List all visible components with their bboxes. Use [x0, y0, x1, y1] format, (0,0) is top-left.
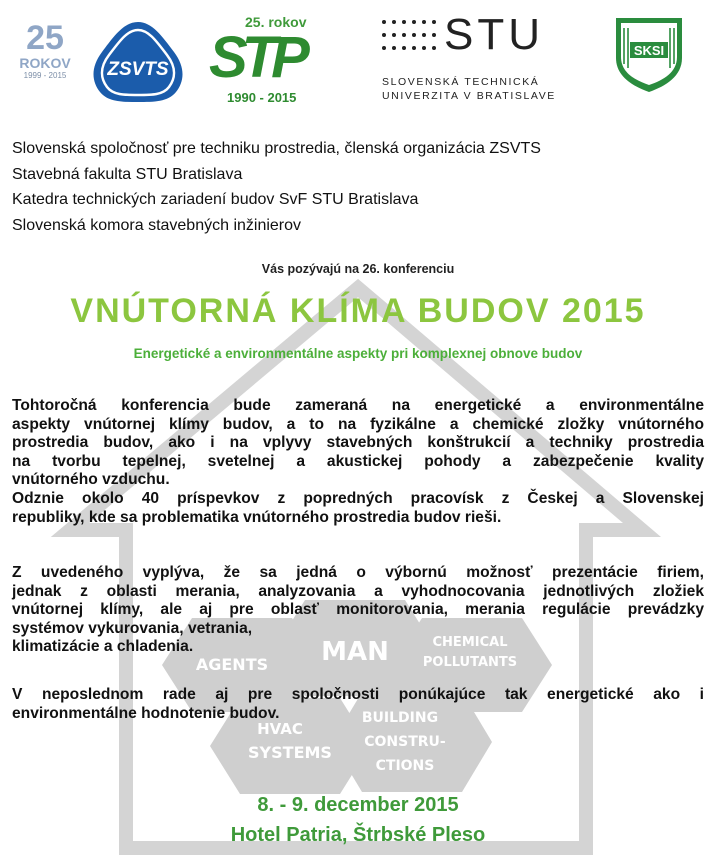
organizer-item: Slovenská komora stavebných inžinierov: [12, 216, 302, 234]
hex-label-constru: CONSTRU-: [364, 734, 446, 750]
event-venue: Hotel Patria, Štrbské Pleso: [230, 824, 486, 846]
zsvts-rokov: ROKOV: [19, 55, 71, 71]
stu-logo: [380, 10, 580, 108]
paragraph-1: [12, 397, 704, 527]
text-line: republiky, kde sa problematika vnútorného prostredia budov rieši.: [12, 508, 502, 526]
text-line: jednak z oblasti merania, analyzovania a vyhodnocovania jednotlivých zložiek: [12, 582, 704, 600]
hex-label-hvac: HVAC: [257, 720, 303, 738]
stp-mark: STP: [209, 25, 304, 90]
zsvts-mark: ZSVTS: [107, 59, 169, 80]
zsvts-years: 1999 - 2015: [23, 71, 67, 80]
text-line: Tohtoročná konferencia bude zameraná na energetické a environmentálne: [12, 397, 704, 414]
text-line: klimatizácie a chladenia.: [12, 638, 194, 656]
stp-logo: [205, 14, 345, 106]
hex-label-systems: SYSTEMS: [248, 743, 332, 762]
stp-years: 1990 - 2015: [227, 90, 297, 105]
organizer-item: Slovenská spoločnosť pre techniku prostredia, členská organizácia ZSVTS: [12, 140, 541, 157]
zsvts-emblem: [86, 20, 190, 104]
text-line: prostredia budov, ako i na vplyvy stavebných konštrukcií a techniky prostredia: [12, 434, 704, 452]
text-line: na tvorbu tepelnej, svetelnej a akustickej pohody a zabezpečenie kvality: [12, 452, 704, 470]
hex-label-pollutants: POLLUTANTS: [422, 655, 518, 670]
hex-label-chemical: CHEMICAL: [432, 635, 508, 650]
zsvts-anniversary: [14, 20, 76, 82]
text-line: V neposlednom rade aj pre spoločnosti ponúkajúce tak energetické ako i: [12, 686, 704, 703]
organizers-list: [12, 136, 541, 238]
hex-label-agents: AGENTS: [195, 655, 269, 674]
paragraph-3: [12, 686, 704, 723]
hex-label-building: BUILDING: [361, 710, 439, 726]
text-line: vnútorného vzduchu.: [12, 471, 170, 489]
stu-name-line2: UNIVERZITA V BRATISLAVE: [382, 90, 556, 102]
event-date: 8. - 9. december 2015: [257, 794, 459, 816]
text-line: systémov vykurovania, vetrania,: [12, 619, 253, 637]
sksi-mark: SKSI: [633, 43, 665, 58]
organizer-item: Katedra technických zariadení budov SvF STU Bratislava: [12, 191, 419, 208]
stu-dots-icon: [380, 18, 440, 58]
stp-anniversary: 25. rokov: [245, 14, 307, 30]
zsvts-25: 25: [26, 19, 64, 57]
text-line: vnútornej klímy, ale aj pre oblasť monitorovania, merania regulácie prevádzky: [12, 601, 704, 619]
text-line: Odznie okolo 40 príspevkov z popredných pracovísk z Českej a Slovenskej: [12, 489, 704, 507]
sksi-logo: [612, 14, 686, 94]
text-line: Z uvedeného vyplýva, že sa jedná o výbornú možnosť prezentácie firiem,: [12, 564, 704, 581]
hex-label-man: MAN: [321, 637, 389, 667]
text-line: environmentálne hodnotenie budov.: [12, 704, 280, 722]
conference-subtitle: Energetické a environmentálne aspekty pri komplexnej obnove budov: [133, 346, 583, 361]
text-line: aspekty vnútornej klímy budov, a to na fyzikálne a chemické zložky vnútorného: [12, 415, 704, 433]
zsvts-logo: [14, 20, 190, 106]
stu-name-line1: SLOVENSKÁ TECHNICKÁ: [382, 76, 540, 88]
hex-label-ctions: CTIONS: [375, 758, 435, 774]
paragraph-2: [12, 564, 704, 657]
conference-title: VNÚTORNÁ KLÍMA BUDOV 2015: [70, 292, 646, 330]
invitation-line: Vás pozývajú na 26. konferenciu: [261, 262, 455, 276]
stu-wordmark: STU: [444, 10, 544, 59]
organizer-item: Stavebná fakulta STU Bratislava: [12, 165, 243, 183]
